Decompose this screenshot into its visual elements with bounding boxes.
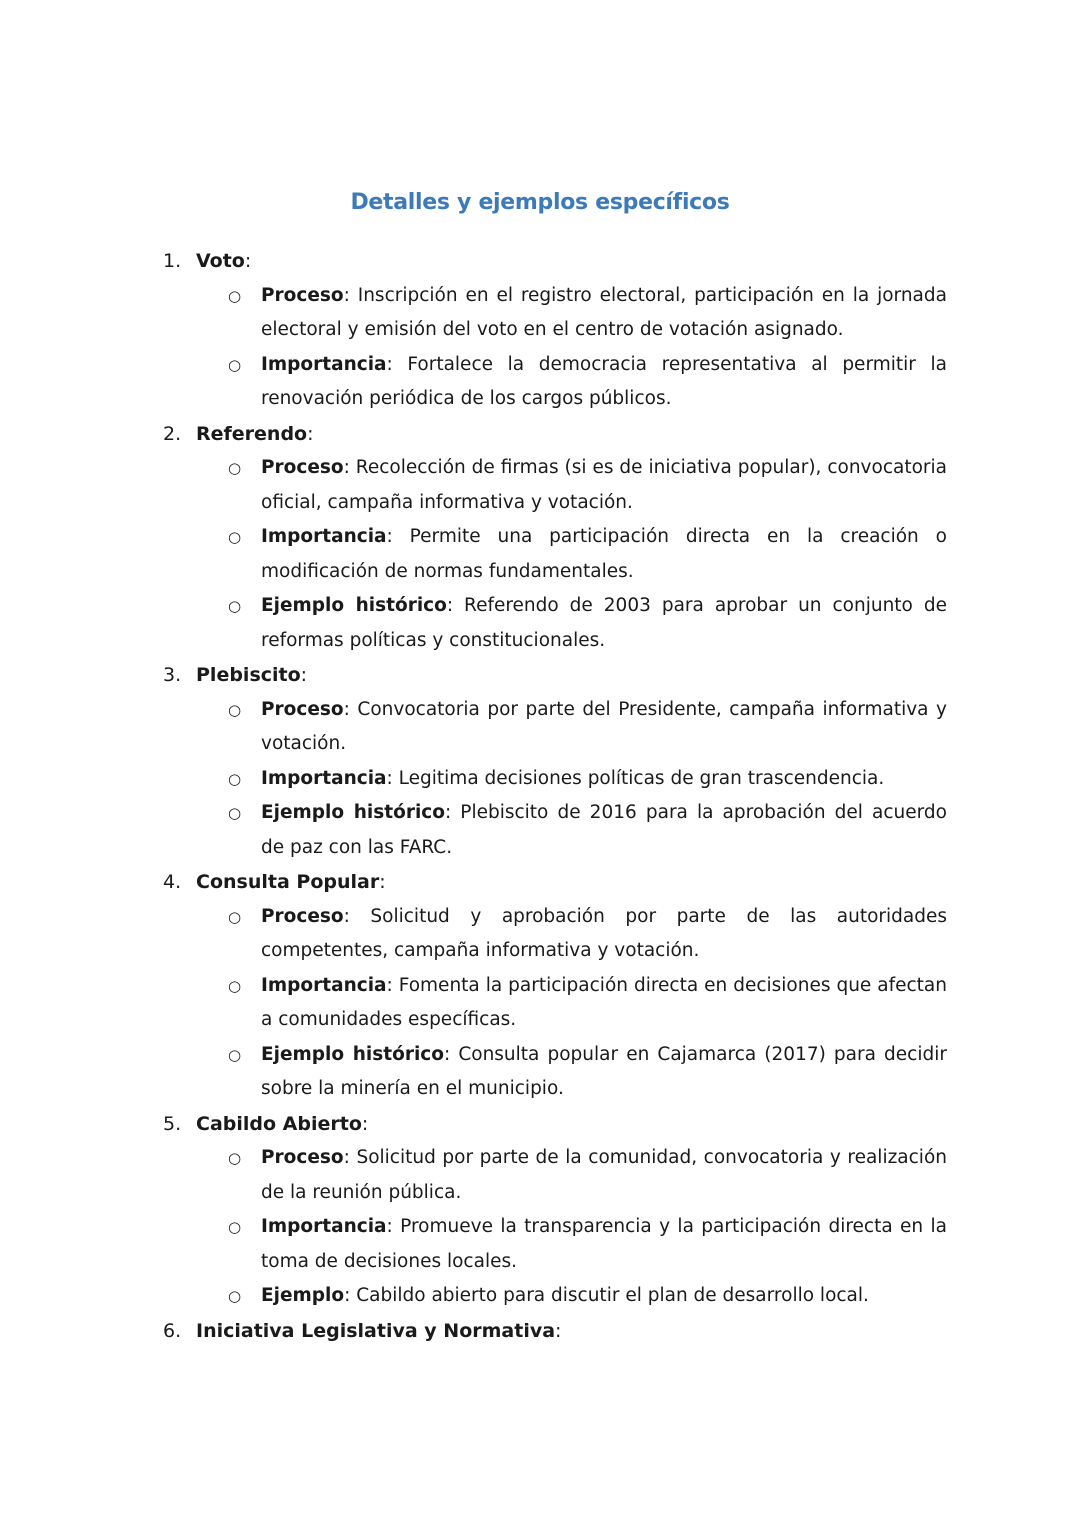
- hollow-circle-bullet-icon: ○: [228, 1287, 242, 1305]
- hollow-circle-bullet-icon: ○: [228, 597, 242, 615]
- section-heading: [0, 1107, 1080, 1142]
- detail-term: Importancia: [261, 767, 387, 789]
- hollow-circle-bullet-icon: ○: [228, 1149, 242, 1167]
- detail-item: ○ Ejemplo histórico: Plebiscito de 2016 para la aprobación del acuerdo de paz con las FARC.: [261, 796, 947, 865]
- detail-item: ○ Importancia: Fortalece la democracia representativa al permitir la renovación periódica de los cargos públicos.: [261, 348, 947, 417]
- detail-term: Importancia: [261, 974, 387, 996]
- detail-text: Solicitud y aprobación por parte de las autoridades competentes, campaña informativa y votación.: [261, 905, 947, 961]
- detail-term: Ejemplo histórico: [261, 802, 445, 823]
- section-heading: [0, 865, 1080, 900]
- hollow-circle-bullet-icon: ○: [228, 528, 242, 546]
- detail-term: Ejemplo: [261, 1285, 345, 1306]
- section-iniciativa-legislativa: [0, 1314, 1080, 1349]
- hollow-circle-bullet-icon: ○: [228, 804, 242, 822]
- detail-item: ○ Importancia: Permite una participación directa en la creación o modificación de normas fundamentales.: [261, 520, 947, 589]
- detail-text: Fortalece la democracia representativa al permitir la renovación periódica de los cargos públicos.: [261, 353, 948, 409]
- detail-item: ○ Ejemplo: Cabildo abierto para discutir el plan de desarrollo local.: [261, 1279, 947, 1314]
- section-number: 5.: [163, 1112, 182, 1135]
- section-details: [0, 900, 1080, 1107]
- detail-term: Proceso: [261, 905, 344, 927]
- section-cabildo-abierto: [0, 1107, 1080, 1314]
- hollow-circle-bullet-icon: ○: [228, 1045, 242, 1064]
- detail-term: Ejemplo histórico: [261, 1043, 444, 1065]
- section-plebiscito: [0, 658, 1080, 865]
- section-consulta-popular: [0, 865, 1080, 1107]
- detail-text: Consulta popular en Cajamarca (2017) para decidir sobre la minería en el municipio.: [261, 1043, 947, 1099]
- section-name: Consulta Popular: [196, 871, 380, 893]
- section-details: [0, 451, 1080, 658]
- detail-term: Proceso: [261, 457, 344, 478]
- detail-term: Proceso: [261, 1147, 344, 1168]
- section-number: 6.: [163, 1319, 182, 1342]
- detail-term: Importancia: [261, 526, 387, 547]
- section-number: 1.: [163, 250, 182, 272]
- detail-text: Promueve la transparencia y la participación directa en la toma de decisiones locales.: [261, 1216, 947, 1272]
- detail-text: Permite una participación directa en la creación o modificación de normas fundamentales.: [261, 526, 947, 582]
- section-referendo: [0, 417, 1080, 659]
- detail-item: ○ Proceso: Convocatoria por parte del Presidente, campaña informativa y votación.: [261, 693, 947, 762]
- section-title: Consulta Popular:: [196, 871, 386, 893]
- hollow-circle-bullet-icon: ○: [228, 1218, 242, 1236]
- detail-text: Cabildo abierto para discutir el plan de desarrollo local.: [356, 1285, 869, 1306]
- hollow-circle-bullet-icon: ○: [228, 907, 242, 926]
- detail-text: Recolección de firmas (si es de iniciativa popular), convocatoria oficial, campaña informativa y votación.: [261, 457, 947, 513]
- detail-term: Importancia: [261, 353, 387, 375]
- detail-item: ○ Importancia: Fomenta la participación directa en decisiones que afectan a comunidades específicas.: [261, 969, 947, 1038]
- section-heading: [0, 244, 1080, 279]
- detail-item: ○ Proceso: Inscripción en el registro electoral, participación en la jornada electoral y emisión del voto en el centro de votación asignado.: [261, 279, 947, 348]
- detail-text: Legitima decisiones políticas de gran trascendencia.: [398, 767, 885, 789]
- section-name: Cabildo Abierto: [196, 1112, 362, 1135]
- detail-text: Fomenta la participación directa en decisiones que afectan a comunidades específicas.: [261, 974, 947, 1030]
- detail-term: Proceso: [261, 284, 344, 306]
- mechanisms-list: [0, 244, 1080, 1348]
- section-heading: [0, 417, 1080, 452]
- detail-text: Referendo de 2003 para aprobar un conjunto de reformas políticas y constitucionales.: [261, 595, 947, 651]
- section-heading: [0, 658, 1080, 693]
- section-name: Iniciativa Legislativa y Normativa: [196, 1319, 556, 1342]
- section-title: Plebiscito:: [196, 664, 308, 686]
- detail-term: Ejemplo histórico: [261, 595, 447, 616]
- hollow-circle-bullet-icon: ○: [228, 459, 242, 477]
- detail-text: Inscripción en el registro electoral, participación en la jornada electoral y emisión del voto en el centro de votación asignado.: [261, 284, 947, 340]
- section-number: 2.: [163, 422, 182, 445]
- detail-text: Solicitud por parte de la comunidad, convocatoria y realización de la reunión pública.: [261, 1147, 947, 1203]
- section-name: Referendo: [196, 422, 308, 445]
- detail-term: Importancia: [261, 1216, 387, 1237]
- section-title: Cabildo Abierto:: [196, 1112, 369, 1135]
- hollow-circle-bullet-icon: ○: [228, 355, 242, 374]
- document-title: Detalles y ejemplos específicos: [350, 190, 730, 215]
- detail-item: ○ Ejemplo histórico: Referendo de 2003 para aprobar un conjunto de reformas políticas y constitucionales.: [261, 589, 947, 658]
- section-title: Referendo:: [196, 422, 314, 445]
- detail-item: ○ Proceso: Solicitud por parte de la comunidad, convocatoria y realización de la reunión pública.: [261, 1141, 947, 1210]
- detail-item: ○ Ejemplo histórico: Consulta popular en Cajamarca (2017) para decidir sobre la minería en el municipio.: [261, 1038, 947, 1107]
- detail-item: ○ Proceso: Solicitud y aprobación por parte de las autoridades competentes, campaña informativa y votación.: [261, 900, 947, 969]
- section-title: Iniciativa Legislativa y Normativa:: [196, 1319, 562, 1342]
- detail-text: Convocatoria por parte del Presidente, campaña informativa y votación.: [261, 698, 948, 754]
- hollow-circle-bullet-icon: ○: [228, 976, 242, 995]
- hollow-circle-bullet-icon: ○: [228, 286, 242, 305]
- section-voto: [0, 244, 1080, 417]
- section-title: Voto:: [196, 250, 252, 272]
- hollow-circle-bullet-icon: ○: [228, 769, 242, 788]
- section-number: 4.: [163, 871, 182, 893]
- detail-item: ○ Importancia: Promueve la transparencia y la participación directa en la toma de decisiones locales.: [261, 1210, 947, 1279]
- section-heading: [0, 1314, 1080, 1349]
- hollow-circle-bullet-icon: ○: [228, 700, 242, 719]
- section-name: Voto: [196, 250, 245, 272]
- detail-text: Plebiscito de 2016 para la aprobación del acuerdo de paz con las FARC.: [261, 802, 947, 858]
- detail-term: Proceso: [261, 698, 344, 720]
- detail-item: ○ Importancia: Legitima decisiones políticas de gran trascendencia.: [261, 762, 947, 797]
- section-details: [0, 1141, 1080, 1314]
- section-details: [0, 279, 1080, 417]
- detail-item: ○ Proceso: Recolección de firmas (si es de iniciativa popular), convocatoria oficial, campaña informativa y votación.: [261, 451, 947, 520]
- section-details: [0, 693, 1080, 866]
- section-number: 3.: [163, 664, 182, 686]
- section-name: Plebiscito: [196, 664, 301, 686]
